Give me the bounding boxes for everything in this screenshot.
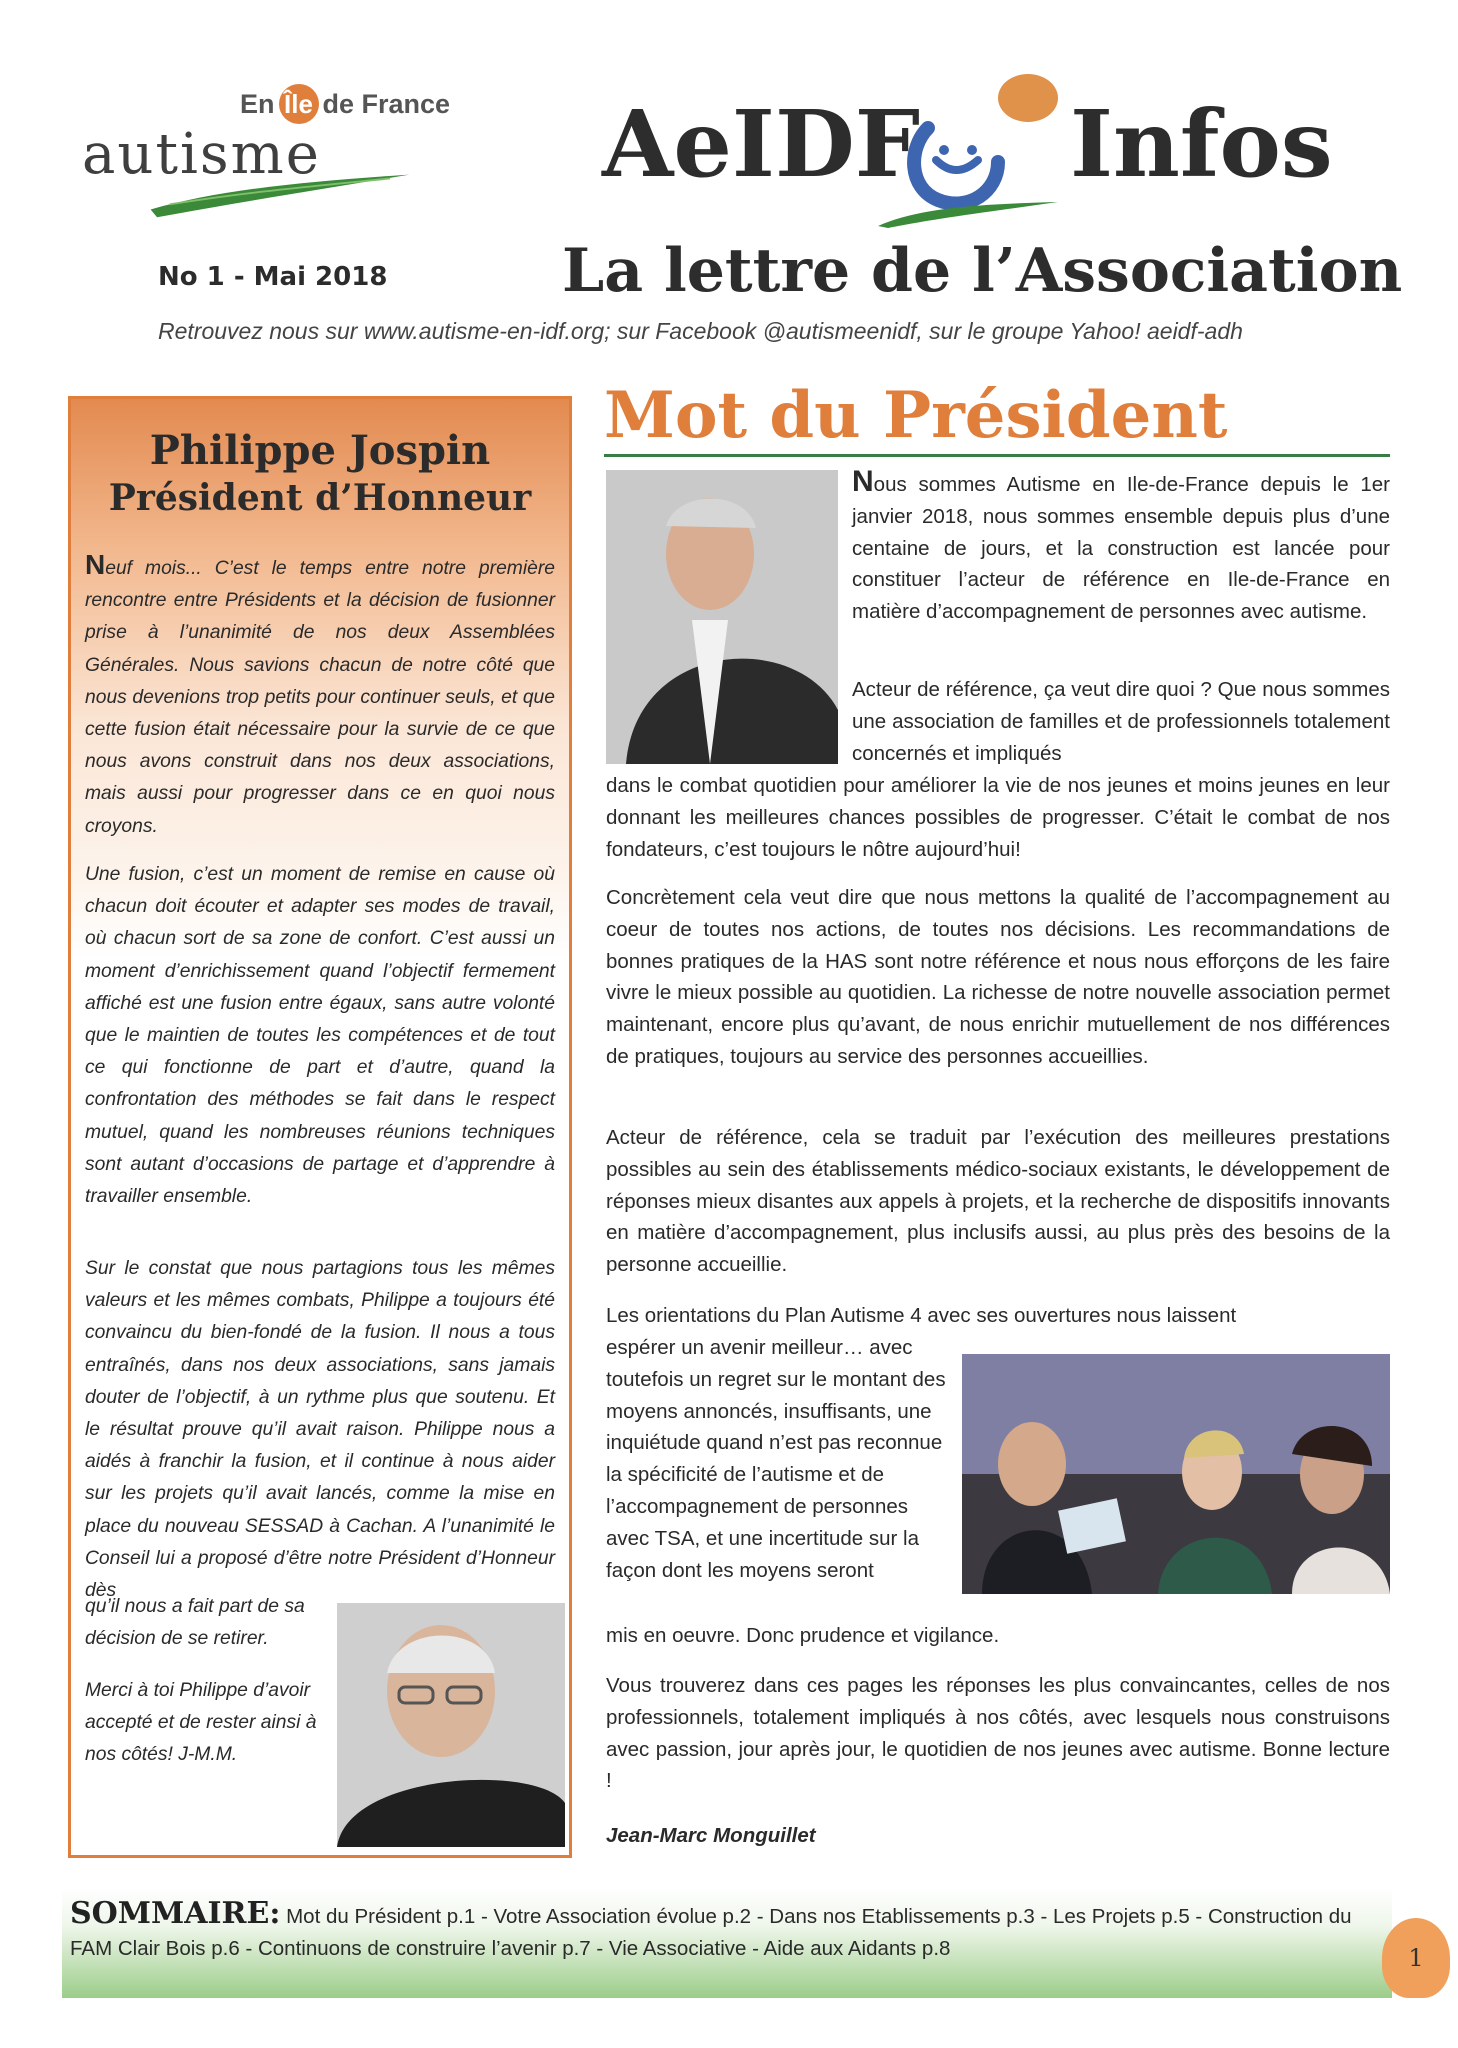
article-signature: Jean-Marc Monguillet bbox=[606, 1824, 816, 1847]
table-of-contents-banner bbox=[62, 1888, 1392, 1998]
honorary-president-sidebar bbox=[68, 396, 572, 1858]
sidebar-paragraph-1 bbox=[85, 549, 555, 843]
article-paragraph-4: Acteur de référence, cela se traduit par l’exécution des meilleures prestations possibles au sein des établissements médico-sociaux existants, le développement de réponses mieux disantes aux appels à projets, et la recherche de dispositifs innovants en matière d’accompagnement, plus inclusifs aussi, au plus près des besoins de la personne accueillie. bbox=[606, 1126, 1390, 1277]
logo-en-text: En bbox=[240, 89, 275, 119]
article-paragraph-2-start: Acteur de référence, ça veut dire quoi ? Que nous sommes une association de familles et de professionnels totalement concernés et impliqués bbox=[852, 678, 1390, 765]
article-paragraph-1 bbox=[852, 466, 1390, 628]
president-photo bbox=[606, 470, 838, 764]
logo-de-france-text: de France bbox=[322, 89, 451, 119]
sidebar-name: Philippe Jospin bbox=[149, 427, 491, 474]
table-of-contents-items: Mot du Président p.1 - Votre Association évolue p.2 - Dans nos Etablissements p.3 - Les Projets p.5 - Construction du FAM Clair Bois p.6 - Continuons de construire l’avenir p.7 - Vie Associative - Aide aux Aidants p.8 bbox=[70, 1905, 1352, 1960]
article-paragraph-3: Concrètement cela veut dire que nous mettons la qualité de l’accompagnement au coeur de toutes nos actions, de toutes nos décisions. Les recommandations de bonnes pratiques de la HAS sont notre référence et nous nous efforçons de les faire vivre le mieux possible au quotidien. La richesse de notre nouvelle association permet maintenant, encore plus qu’avant, de nous enrichir mutuellement de nos différences de pratiques, toujours au service des personnes accueillies. bbox=[606, 886, 1390, 1068]
article-dropcap: N bbox=[852, 465, 874, 498]
sidebar-paragraph-3: Sur le constat que nous partagions tous les mêmes valeurs et les mêmes combats, Philippe a toujours été convaincu du bien-fondé de la fusion. Il nous a tous entraînés, dans nos deux associations, sans jamais douter de l’objectif, à un rythme plus que soutenu. Et le résultat prouve qu’il avait raison. Philippe nous a aidés à franchir la fusion, et il continue à nous aider sur les projets qu’il avait lancés, comme la mise en place du nouveau SESSAD à Cachan. A l’unanimité le Conseil lui a proposé d’être notre Président d’Honneur dès bbox=[85, 1258, 555, 1602]
logo-ile-badge: Île bbox=[279, 84, 319, 124]
article-paragraph-1-text: ous sommes Autisme en Ile-de-France depuis le 1er janvier 2018, nous sommes ensemble depuis plus d’une centaine de jours, et la construction est lancée pour constituer l’acteur de référence en Ile-de-France en matière d’accompagnement de personnes avec autisme. bbox=[852, 473, 1390, 624]
event-photo bbox=[962, 1354, 1390, 1594]
logo-autisme-text: autisme bbox=[82, 122, 321, 187]
logo-en-ile-de-france bbox=[240, 84, 450, 124]
table-of-contents bbox=[70, 1898, 1390, 1965]
honorary-president-photo bbox=[337, 1603, 565, 1847]
contact-line: Retrouvez nous sur www.autisme-en-idf.org; sur Facebook @autismeenidf, sur le groupe Yahoo! aeidf-adh bbox=[158, 318, 1243, 344]
article-paragraph-5-end: mis en oeuvre. Donc prudence et vigilance. bbox=[606, 1624, 1000, 1647]
article-paragraph-6: Vous trouverez dans ces pages les réponses les plus convaincantes, celles de nos professionnels, totalement impliqués à nos côtés, avec lesquels nous construisons avec passion, jour après jour, le quotidien de nos jeunes avec autisme. Bonne lecture ! bbox=[606, 1674, 1390, 1793]
logo-green-swoosh-icon bbox=[70, 150, 490, 260]
title-divider bbox=[604, 454, 1390, 457]
sidebar-paragraph-2: Une fusion, c’est un moment de remise en cause où chacun doit écouter et adapter ses modes de travail, où chacun sort de sa zone de confort. C’est aussi un moment d’enrichissement quand l’objectif fermement affiché est une fusion entre égaux, sans autre volonté que le maintien de toutes les compétences et de tout ce qui fonctionne de part et d’autre, quand la confrontation des méthodes se fait dans le respect mutuel, quand les nombreuses réunions techniques sont autant d’occasions de partage et d’apprendre à travailler ensemble. bbox=[85, 864, 555, 1208]
newsletter-subtitle: La lettre de l’Association bbox=[562, 236, 1403, 306]
article-paragraph-5-middle: espérer un avenir meilleur… avec toutefois un regret sur le montant des moyens annoncés, insuffisants, une inquiétude quand n’est pas reconnue la spécificité de l’autisme et de l’accompagnement de personnes avec TSA, et une incertitude sur la façon dont les moyens seront bbox=[606, 1336, 946, 1582]
sidebar-closing: Merci à toi Philippe d’avoir accepté et de rester ainsi à nos côtés! J-M.M. bbox=[85, 1680, 317, 1766]
sidebar-dropcap: N bbox=[85, 549, 106, 580]
table-of-contents-label: SOMMAIRE: bbox=[70, 1896, 281, 1931]
article-title: Mot du Président bbox=[604, 378, 1228, 453]
smiley-logo-icon bbox=[858, 68, 1068, 228]
page-number: 1 bbox=[1382, 1918, 1450, 1998]
sidebar-paragraph-1-text: euf mois... C’est le temps entre notre première rencontre entre Présidents et la décision de fusionner prise à l’unanimité de nos deux Assemblées Générales. Nous savions chacun de notre côté que nous devenions trop petits pour continuer seuls, et que cette fusion était nécessaire pour la survie de ce que nous avons construit dans nos deux associations, mais aussi pour progresser dans ce en quoi nous croyons. bbox=[85, 558, 555, 837]
article-paragraph-2-end: dans le combat quotidien pour améliorer la vie de nos jeunes et moins jeunes en leur donnant les meilleures chances possibles de progresser. C’était le combat de nos fondateurs, c’est toujours le nôtre aujourd’hui! bbox=[606, 774, 1390, 861]
brand-title-aeidf: AeIDF bbox=[602, 90, 921, 198]
article-paragraph-5-start: Les orientations du Plan Autisme 4 avec ses ouvertures nous laissent bbox=[606, 1304, 1237, 1327]
sidebar-paragraph-4: qu’il nous a fait part de sa décision de se retirer. bbox=[85, 1596, 305, 1650]
brand-title-infos: Infos bbox=[1070, 90, 1333, 198]
sidebar-role: Président d’Honneur bbox=[108, 477, 532, 519]
issue-number: No 1 - Mai 2018 bbox=[158, 262, 388, 292]
